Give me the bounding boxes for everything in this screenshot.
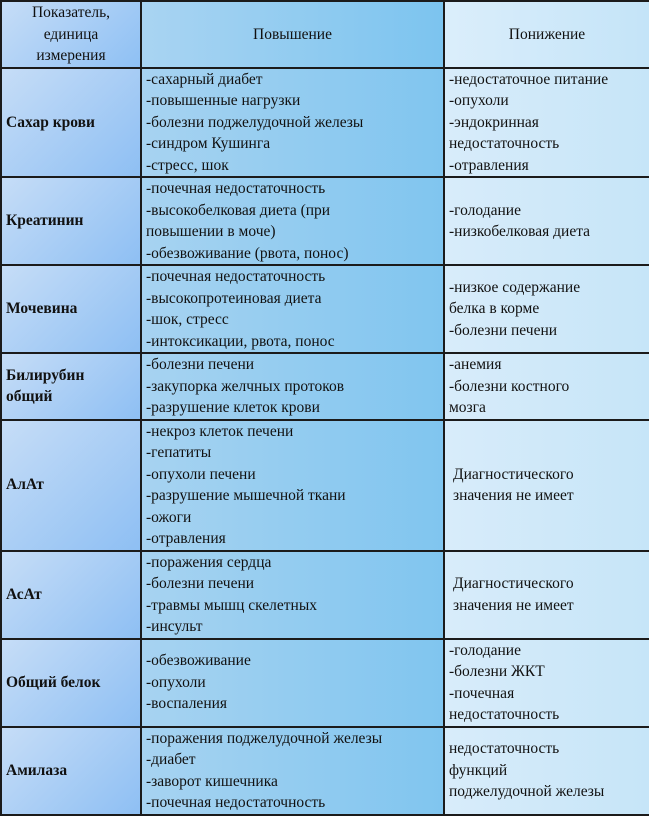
increase-item: -закупорка желчных протоков — [146, 377, 345, 395]
increase-item: -отравления — [146, 530, 226, 547]
increase-cell — [141, 68, 444, 178]
decrease-cell — [444, 68, 649, 178]
header-decrease: Понижение — [444, 1, 649, 68]
decrease-item: недостаточность — [449, 740, 560, 758]
decrease-cell — [444, 177, 649, 265]
param-cell — [1, 353, 141, 420]
decrease-item: недостаточность — [449, 135, 560, 152]
table-row — [1, 68, 649, 178]
param-cell: Мочевина — [1, 265, 141, 353]
header-increase: Повышение — [141, 1, 444, 68]
decrease-item: Диагностического — [453, 465, 574, 483]
table-row — [1, 265, 649, 353]
decrease-item: мозга — [449, 399, 486, 416]
param-cell: Общий белок — [1, 639, 141, 727]
param-cell: Сахар крови — [1, 68, 141, 178]
increase-item: -обезвоживание — [146, 652, 251, 670]
decrease-item: -голодание — [449, 641, 521, 659]
decrease-item: значения не имеет — [453, 487, 574, 504]
increase-item: -почечная недостаточность — [146, 180, 326, 197]
table-row — [1, 177, 649, 265]
decrease-item: белка в корме — [449, 300, 540, 318]
decrease-item: -эндокринная — [449, 113, 539, 131]
param-cell: Амилаза — [1, 727, 141, 815]
increase-item: повышении в моче) — [146, 223, 276, 240]
increase-cell — [141, 639, 444, 727]
decrease-item: -отравления — [449, 156, 529, 174]
header-row — [1, 1, 649, 68]
increase-cell — [141, 353, 444, 420]
decrease-item: недостаточность — [449, 706, 560, 723]
decrease-item: функций — [449, 761, 508, 779]
header-param-line: Показатель, — [31, 4, 111, 21]
increase-item: -сахарный диабет — [146, 70, 263, 88]
param-cell: Креатинин — [1, 177, 141, 265]
increase-item: -стресс, шок — [146, 156, 229, 174]
decrease-item: -недостаточное питание — [449, 70, 609, 88]
increase-item: -некроз клеток печени — [146, 422, 294, 440]
decrease-item: -голодание — [449, 201, 521, 219]
param-line: общий — [6, 388, 53, 406]
decrease-cell — [444, 551, 649, 639]
increase-item: -поражения сердца — [146, 553, 272, 571]
increase-item: -гепатиты — [146, 444, 212, 461]
increase-item: -травмы мышц скелетных — [146, 596, 317, 614]
increase-item: -интоксикации, рвота, понос — [146, 332, 335, 350]
table-row — [1, 353, 649, 420]
increase-cell — [141, 551, 444, 639]
param-cell: АлАт — [1, 420, 141, 551]
increase-item: -воспаления — [146, 695, 228, 713]
increase-item: -заворот кишечника — [146, 772, 278, 790]
increase-item: -диабет — [146, 751, 196, 768]
increase-cell — [141, 265, 444, 353]
increase-item: -разрушение клеток крови — [146, 399, 320, 416]
table-row — [1, 639, 649, 727]
increase-item: -болезни поджелудочной железы — [146, 113, 364, 131]
decrease-cell — [444, 353, 649, 420]
decrease-item: -низкобелковая диета — [449, 223, 591, 240]
increase-item: -обезвоживание (рвота, понос) — [146, 244, 349, 262]
decrease-item: -почечная — [449, 684, 515, 702]
header-param-cell — [1, 1, 141, 68]
table-row — [1, 727, 649, 815]
decrease-cell — [444, 639, 649, 727]
decrease-item: -болезни печени — [449, 321, 558, 339]
decrease-item: поджелудочной железы — [449, 783, 605, 801]
decrease-item: значения не имеет — [453, 596, 574, 614]
increase-item: -почечная недостаточность — [146, 794, 326, 811]
increase-item: -почечная недостаточность — [146, 268, 326, 285]
increase-item: -поражения поджелудочной железы — [146, 729, 383, 747]
decrease-item: -болезни костного — [449, 377, 570, 395]
increase-cell — [141, 177, 444, 265]
decrease-item: Диагностического — [453, 575, 574, 592]
param-cell: АсАт — [1, 551, 141, 639]
increase-cell — [141, 420, 444, 551]
decrease-cell — [444, 265, 649, 353]
increase-item: -болезни печени — [146, 575, 255, 592]
increase-item: -болезни печени — [146, 356, 255, 373]
increase-item: -синдром Кушинга — [146, 135, 271, 152]
decrease-item: -анемия — [449, 356, 502, 373]
increase-item: -инсульт — [146, 618, 203, 635]
increase-item: -высокопротеиновая диета — [146, 289, 322, 307]
decrease-item: -болезни ЖКТ — [449, 663, 545, 680]
increase-item: -повышенные нагрузки — [146, 92, 301, 109]
increase-item: -опухоли — [146, 673, 206, 691]
header-param-line: единица — [43, 25, 99, 43]
param-line: Билирубин — [6, 366, 85, 384]
table-row — [1, 420, 649, 551]
header-param-line: измерения — [36, 47, 106, 64]
increase-cell — [141, 727, 444, 815]
decrease-cell — [444, 727, 649, 815]
table-row — [1, 551, 649, 639]
decrease-cell — [444, 420, 649, 551]
increase-item: -шок, стресс — [146, 311, 229, 328]
decrease-item: -низкое содержание — [449, 278, 581, 296]
increase-item: -ожоги — [146, 508, 192, 526]
increase-item: -высокобелковая диета (при — [146, 201, 331, 219]
increase-item: -опухоли печени — [146, 465, 256, 483]
increase-item: -разрушение мышечной ткани — [146, 487, 346, 504]
decrease-item: -опухоли — [449, 92, 509, 109]
